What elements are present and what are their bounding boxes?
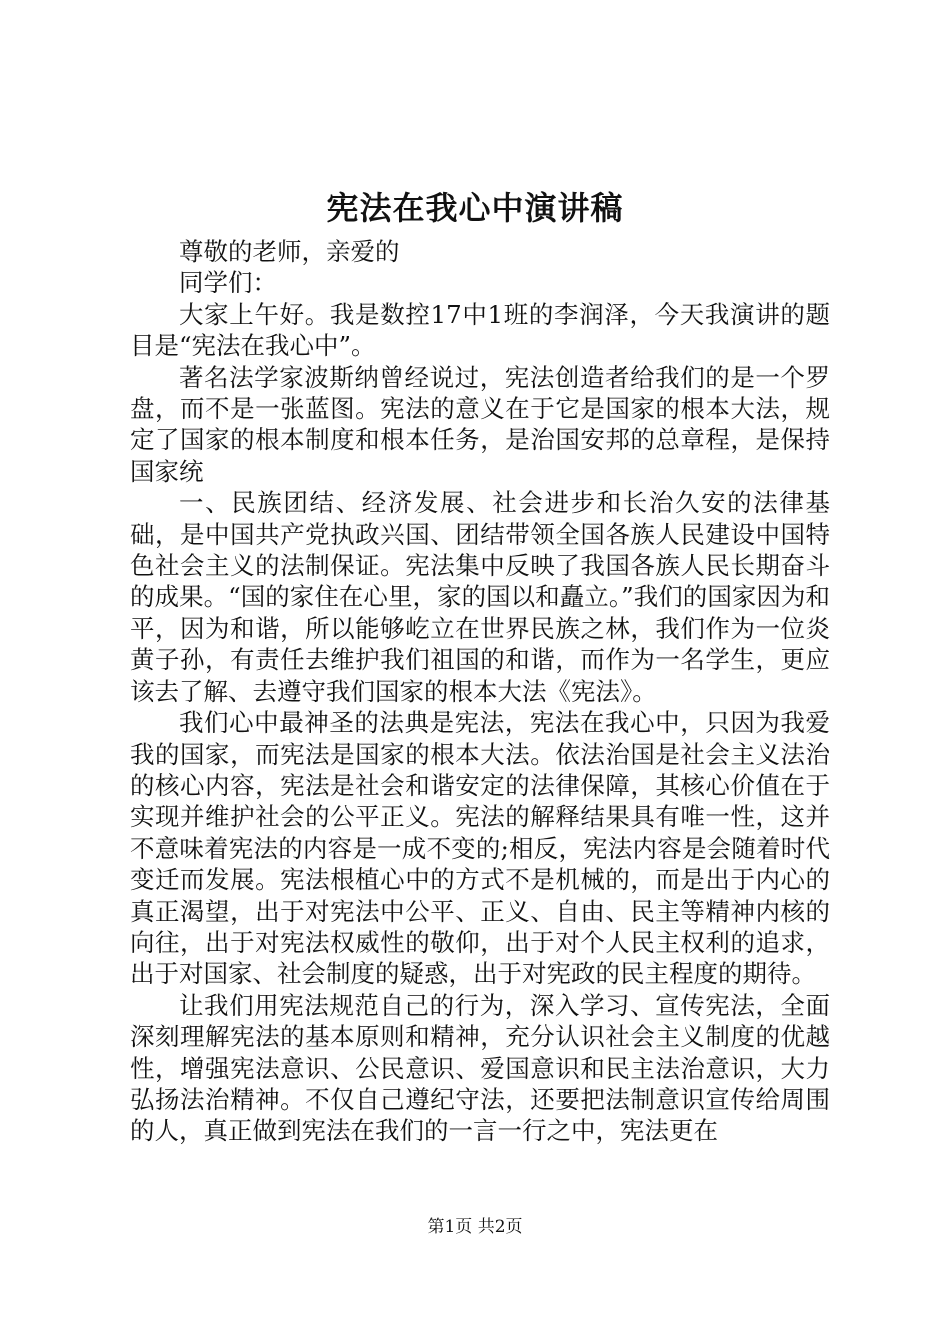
document-body	[130, 236, 830, 1147]
paragraph-salutation: 尊敬的老师，亲爱的	[179, 237, 400, 266]
paragraph: 大家上午好。我是数控17中1班的李润泽，今天我演讲的题目是“宪法在我心中”。	[130, 299, 830, 361]
document-title: 宪法在我心中演讲稿	[326, 189, 624, 227]
paragraph: 著名法学家波斯纳曾经说过，宪法创造者给我们的是一个罗盘，而不是一张蓝图。宪法的意义在于它是国家的根本大法，规定了国家的根本制度和根本任务，是治国安邦的总章程，是保持国家统	[130, 362, 830, 486]
page-footer: 第1页 共2页	[427, 1217, 523, 1237]
paragraph-salutation-continued: 同学们：	[179, 268, 277, 298]
paragraph: 我们心中最神圣的法典是宪法，宪法在我心中，只因为我爱我的国家，而宪法是国家的根本大法。依法治国是社会主义法治的核心内容，宪法是社会和谐安定的法律保障，其核心价值在于实现并维护社会的公平正义。宪法的解释结果具有唯一性，这并不意味着宪法的内容是一成不变的;相反，宪法内容是会随着时代变迁而发展。宪法根植心中的方式不是机械的，而是出于内心的真正渴望，出于对宪法中公平、正义、自由、民主等精神内核的向往，出于对宪法权威性的敬仰，出于对个人民主权利的追求，出于对国家、社会制度的疑惑，出于对宪政的民主程度的期待。	[130, 708, 830, 989]
paragraph: 让我们用宪法规范自己的行为，深入学习、宣传宪法，全面深刻理解宪法的基本原则和精神，充分认识社会主义制度的优越性，增强宪法意识、公民意识、爱国意识和民主法治意识，大力弘扬法治精神。不仅自己遵纪守法，还要把法制意识宣传给周围的人，真正做到宪法在我们的一言一行之中，宪法更在	[130, 990, 830, 1146]
paragraph: 一、民族团结、经济发展、社会进步和长治久安的法律基础，是中国共产党执政兴国、团结带领全国各族人民建设中国特色社会主义的法制保证。宪法集中反映了我国各族人民长期奋斗的成果。“国的家住在心里，家的国以和矗立。”我们的国家因为和平，因为和谐，所以能够屹立在世界民族之林，我们作为一位炎黄子孙，有责任去维护我们祖国的和谐，而作为一名学生，更应该去了解、去遵守我们国家的根本大法《宪法》。	[130, 488, 830, 706]
